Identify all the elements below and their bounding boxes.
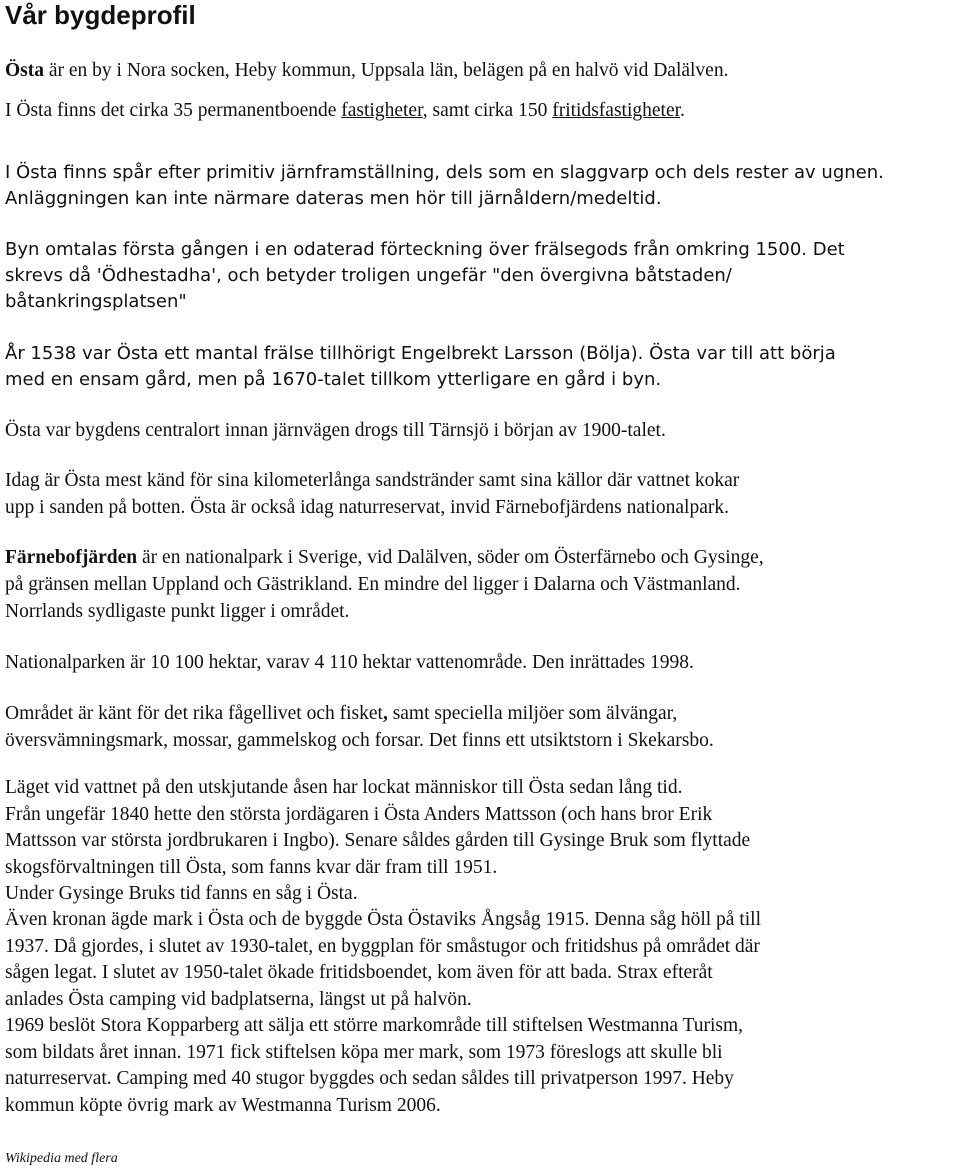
omradet-line-1-post: samt speciella miljöer som älvängar,	[387, 703, 678, 724]
intro-line-2	[5, 98, 955, 125]
iron-line-2: Anläggningen kan inte närmare dateras men hör till järnåldern/medeltid.	[5, 188, 662, 209]
source-footer: Wikipedia med flera	[5, 1151, 118, 1166]
idag-line-1: Idag är Östa mest känd för sina kilometerlånga sandstränder samt sina källor där vattnet kokar	[5, 470, 740, 491]
intro-line-2-mid: , samt cirka 150	[422, 100, 553, 121]
mantal-line-1: År 1538 var Östa ett mantal frälse tillhörigt Engelbrekt Larsson (Bölja). Östa var till att börja	[5, 343, 836, 364]
nationalpark-line-1: Nationalparken är 10 100 hektar, varav 4 110 hektar vattenområde. Den inrättades 1998.	[5, 652, 694, 673]
omradet-line-2: översvämningsmark, mossar, gammelskog och forsar. Det finns ett utsiktstorn i Skekarsbo.	[5, 730, 714, 751]
laget-line-2: Från ungefär 1840 hette den största jordägaren i Östa Anders Mattsson (och hans bror Erik	[5, 804, 713, 825]
laget-line-13: kommun köpte övrig mark av Westmanna Turism 2006.	[5, 1095, 441, 1116]
farnebo-line-1	[5, 545, 955, 572]
link-fritidsfastigheter[interactable]: fritidsfastigheter	[552, 100, 681, 121]
intro-line-2-pre: I Östa finns det cirka 35 permanentboende	[5, 100, 342, 121]
laget-line-11: som bildats året innan. 1971 fick stiftelsen köpa mer mark, som 1973 föreslogs att skulle bli	[5, 1042, 723, 1063]
laget-line-12: naturreservat. Camping med 40 stugor byggdes och sedan såldes till privatperson 1997. Heby	[5, 1068, 734, 1089]
intro-line-1-text: är en by i Nora socken, Heby kommun, Uppsala län, belägen på en halvö vid Dalälven.	[44, 60, 729, 81]
laget-line-10: 1969 beslöt Stora Kopparberg att sälja ett större markområde till stiftelsen Westmanna Turism,	[5, 1015, 744, 1036]
farnebo-line-1-text: är en nationalpark i Sverige, vid Dalälven, söder om Österfärnebo och Gysinge,	[137, 547, 764, 568]
history-line-3: båtankringsplatsen"	[5, 291, 187, 312]
omradet-line-1	[5, 701, 955, 728]
history-line-1: Byn omtalas första gången i en odaterad förteckning över frälsegods från omkring 1500. Det	[5, 239, 845, 260]
link-fastigheter[interactable]: fastigheter	[341, 100, 423, 121]
laget-line-5: Under Gysinge Bruks tid fanns en såg i Östa.	[5, 883, 358, 904]
laget-line-3: Mattsson var största jordbrukaren i Ingbo). Senare såldes gården till Gysinge Bruk som flyttade	[5, 830, 751, 851]
laget-line-7: 1937. Då gjordes, i slutet av 1930-talet, en byggplan för småstugor och fritidshus på området där	[5, 936, 760, 957]
laget-line-9: anlades Östa camping vid badplatserna, längst ut på halvön.	[5, 989, 472, 1010]
intro-line-2-end: .	[680, 100, 685, 121]
farnebo-bold: Färnebofjärden	[5, 547, 138, 568]
intro-line-1	[5, 58, 955, 85]
intro-bold-osta: Östa	[5, 60, 44, 81]
page-title: Vår bygdeprofil	[5, 0, 196, 30]
history-line-2: skrevs då 'Ödhestadha', och betyder troligen ungefär "den övergivna båtstaden/	[5, 265, 732, 286]
centralort-line-1: Östa var bygdens centralort innan järnvägen drogs till Tärnsjö i början av 1900-talet.	[5, 420, 666, 441]
omradet-comma: ,	[382, 703, 388, 724]
farnebo-line-3: Norrlands sydligaste punkt ligger i området.	[5, 601, 350, 622]
iron-line-1: I Östa finns spår efter primitiv järnframställning, dels som en slaggvarp och dels rester av ugnen.	[5, 162, 884, 183]
laget-line-8: sågen legat. I slutet av 1950-talet ökade fritidsboendet, kom även för att bada. Strax efteråt	[5, 962, 713, 983]
laget-line-1: Läget vid vattnet på den utskjutande åsen har lockat människor till Östa sedan lång tid.	[5, 777, 683, 798]
laget-line-6: Även kronan ägde mark i Östa och de byggde Östa Östaviks Ångsåg 1915. Denna såg höll på till	[5, 909, 762, 930]
laget-line-4: skogsförvaltningen till Östa, som fanns kvar där fram till 1951.	[5, 857, 498, 878]
farnebo-line-2: på gränsen mellan Uppland och Gästrikland. En mindre del ligger i Dalarna och Västmanland.	[5, 574, 741, 595]
omradet-line-1-pre: Området är känt för det rika fågellivet och fisket	[5, 703, 383, 724]
mantal-line-2: med en ensam gård, men på 1670-talet tillkom ytterligare en gård i byn.	[5, 369, 662, 390]
idag-line-2: upp i sanden på botten. Östa är också idag naturreservat, invid Färnebofjärdens nationalpark.	[5, 497, 729, 518]
